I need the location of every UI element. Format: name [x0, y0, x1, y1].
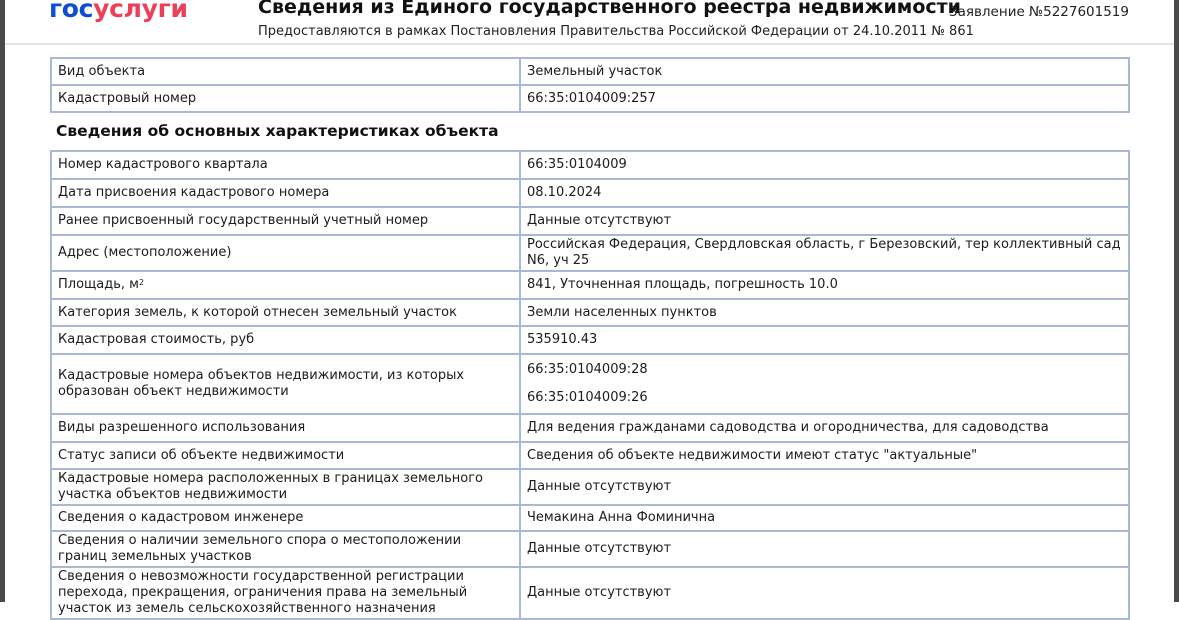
row-label: Виды разрешенного использования: [51, 414, 520, 442]
table-row: [51, 85, 1129, 112]
row-label: Дата присвоения кадастрового номера: [51, 179, 520, 207]
row-value: 535910.43: [520, 326, 1129, 354]
table-row: [51, 271, 1129, 299]
area-label: Площадь, м: [58, 277, 139, 292]
row-label: Номер кадастрового квартала: [51, 151, 520, 179]
row-label: Кадастровая стоимость, руб: [51, 326, 520, 354]
document-title: Сведения из Единого государственного реестра недвижимости: [258, 0, 961, 18]
area-unit-superscript: 2: [138, 278, 145, 287]
row-label: Сведения о невозможности государственной регистрации перехода, прекращения, ограничения права на земельный участок из земель сельскохозяйственного назначения: [51, 567, 520, 619]
row-value: 08.10.2024: [520, 179, 1129, 207]
gosuslugi-logo: [49, 0, 188, 23]
row-value: 841, Уточненная площадь, погрешность 10.0: [520, 271, 1129, 299]
row-label: Сведения о кадастровом инженере: [51, 505, 520, 531]
row-value: [520, 354, 1129, 414]
table-row: [51, 354, 1129, 414]
logo-part-gos: гос: [49, 0, 94, 23]
row-value: Сведения об объекте недвижимости имеют статус "актуальные": [520, 442, 1129, 469]
row-value: Данные отсутствуют: [520, 469, 1129, 505]
row-label: Категория земель, к которой отнесен земельный участок: [51, 299, 520, 326]
row-label: Вид объекта: [51, 58, 520, 85]
row-label: [51, 271, 520, 299]
table-row: [51, 567, 1129, 619]
table-row: [51, 469, 1129, 505]
row-label: Сведения о наличии земельного спора о местоположении границ земельных участков: [51, 531, 520, 567]
table-row: [51, 299, 1129, 326]
table-row: [51, 414, 1129, 442]
table-row: [51, 58, 1129, 85]
row-value: Для ведения гражданами садоводства и огородничества, для садоводства: [520, 414, 1129, 442]
window-frame-left: [0, 0, 5, 602]
document-subtitle: Предоставляются в рамках Постановления Правительства Российской Федерации от 24.10.2011 № 861: [258, 24, 974, 39]
window-frame-right: [1174, 0, 1179, 602]
document-header: [5, 0, 1174, 44]
logo-part-uslugi: услуги: [93, 0, 188, 23]
section-title: Сведения об основных характеристиках объекта: [56, 122, 499, 140]
table-row: [51, 505, 1129, 531]
row-value: Чемакина Анна Фоминична: [520, 505, 1129, 531]
row-value: Данные отсутствуют: [520, 531, 1129, 567]
row-label: Ранее присвоенный государственный учетный номер: [51, 207, 520, 235]
table-row: [51, 179, 1129, 207]
table-row: [51, 531, 1129, 567]
source-object-number: 66:35:0104009:26: [527, 390, 648, 405]
row-label: Кадастровый номер: [51, 85, 520, 112]
characteristics-table: [50, 150, 1130, 620]
table-row: [51, 326, 1129, 354]
source-object-number: 66:35:0104009:28: [527, 362, 648, 377]
row-label: Кадастровые номера расположенных в границах земельного участка объектов недвижимости: [51, 469, 520, 505]
table-row: [51, 235, 1129, 271]
row-value: Земельный участок: [520, 58, 1129, 85]
row-value: Данные отсутствуют: [520, 207, 1129, 235]
application-number: Заявление №5227601519: [948, 4, 1129, 20]
document-body: [50, 57, 1130, 620]
table-row: [51, 442, 1129, 469]
table-row: [51, 207, 1129, 235]
row-value: Земли населенных пунктов: [520, 299, 1129, 326]
row-value: Данные отсутствуют: [520, 567, 1129, 619]
row-label: Кадастровые номера объектов недвижимости, из которых образован объект недвижимости: [51, 354, 520, 414]
row-value: 66:35:0104009: [520, 151, 1129, 179]
header-divider: [5, 43, 1174, 45]
row-value: 66:35:0104009:257: [520, 85, 1129, 112]
row-label: Адрес (местоположение): [51, 235, 520, 271]
table-row: [51, 151, 1129, 179]
row-value: Российская Федерация, Свердловская область, г Березовский, тер коллективный сад N6, уч 25: [520, 235, 1129, 271]
row-label: Статус записи об объекте недвижимости: [51, 442, 520, 469]
object-identity-table: [50, 57, 1130, 113]
